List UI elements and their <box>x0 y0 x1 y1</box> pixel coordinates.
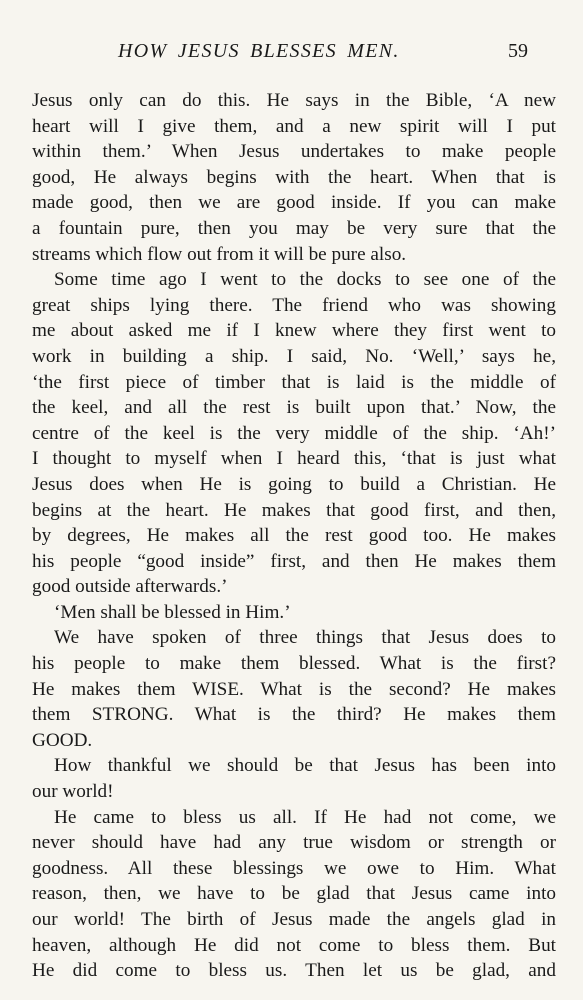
text-line: He came to bless us all. If He had not come, we <box>54 806 556 828</box>
text-line: good, He always begins with the heart. When that is <box>32 166 556 188</box>
running-head <box>0 40 583 68</box>
text-line: made good, then we are good inside. If you can make <box>32 192 556 214</box>
text-line: a fountain pure, then you may be very sure that the <box>32 217 556 239</box>
text-line: GOOD. <box>32 729 93 751</box>
text-line: within them.’ When Jesus undertakes to make people <box>32 141 556 163</box>
text-line: We have spoken of three things that Jesus does to <box>54 627 556 649</box>
text-line: ‘Men shall be blessed in Him.’ <box>54 601 291 623</box>
text-line: How thankful we should be that Jesus has been into <box>54 755 556 777</box>
text-line: I thought to myself when I heard this, ‘that is just what <box>32 448 556 470</box>
text-line: his people “good inside” first, and then He makes them <box>32 550 556 572</box>
text-line: me about asked me if I knew where they first went to <box>32 320 556 342</box>
text-line: heaven, although He did not come to bless them. But <box>32 934 556 956</box>
text-line: He did come to bless us. Then let us be glad, and <box>32 960 556 982</box>
text-line: ‘the first piece of timber that is laid is the middle of <box>32 371 556 393</box>
text-line: heart will I give them, and a new spirit will I put <box>32 115 556 137</box>
text-line: centre of the keel is the very middle of the ship. ‘Ah!’ <box>32 422 556 444</box>
text-line: work in building a ship. I said, No. ‘Well,’ says he, <box>32 345 556 367</box>
body-text <box>32 88 556 984</box>
running-title: HOW JESUS BLESSES MEN. <box>118 40 400 62</box>
text-line: Jesus only can do this. He says in the Bible, ‘A new <box>32 90 556 111</box>
text-line: great ships lying there. The friend who was showing <box>32 294 556 316</box>
text-line: good outside afterwards.’ <box>32 576 228 598</box>
text-line: them STRONG. What is the third? He makes them <box>32 704 556 726</box>
text-line: our world! The birth of Jesus made the angels glad in <box>32 909 556 930</box>
text-line: by degrees, He makes all the rest good too. He makes <box>32 525 556 547</box>
text-line: never should have had any true wisdom or strength or <box>32 832 556 854</box>
text-line: streams which flow out from it will be pure also. <box>32 243 407 265</box>
text-line: goodness. All these blessings we owe to Him. What <box>32 857 556 879</box>
text-line: our world! <box>32 781 114 803</box>
text-line: his people to make them blessed. What is the first? <box>32 653 556 675</box>
text-line: reason, then, we have to be glad that Jesus came into <box>32 883 556 905</box>
text-line: He makes them WISE. What is the second? He makes <box>32 678 556 700</box>
text-line: Some time ago I went to the docks to see one of the <box>54 269 556 291</box>
text-line: Jesus does when He is going to build a Christian. He <box>32 473 556 495</box>
text-line: the keel, and all the rest is built upon that.’ Now, the <box>32 397 556 419</box>
text-line: begins at the heart. He makes that good first, and then, <box>32 499 556 521</box>
page-number: 59 <box>508 40 528 62</box>
